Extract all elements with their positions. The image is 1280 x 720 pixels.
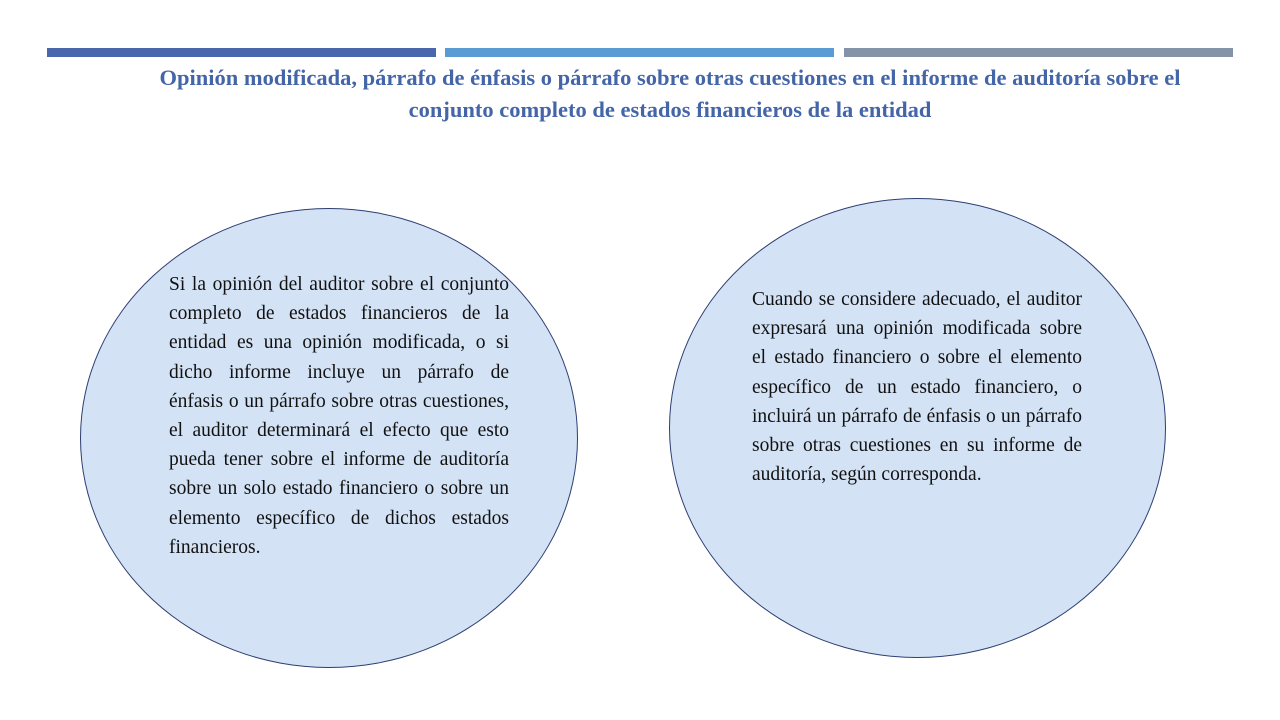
header-bar-2: [445, 48, 834, 57]
slide-title: Opinión modificada, párrafo de énfasis o párrafo sobre otras cuestiones en el informe de auditoría sobre el conjunto completo de estados financieros de la entidad: [159, 65, 1181, 122]
left-ellipse-text: Si la opinión del auditor sobre el conjunto completo de estados financieros de la entidad es una opinión modificada, o si dicho informe incluye un párrafo de énfasis o un párrafo sobre otras cuestiones, el auditor determinará el efecto que esto pueda tener sobre el informe de auditoría sobre un solo estado financiero o sobre un elemento específico de dichos estados financieros.: [169, 274, 509, 558]
right-ellipse-text: Cuando se considere adecuado, el auditor expresará una opinión modificada sobre el estado financiero o sobre el elemento específico de un estado financiero, o incluirá un párrafo de énfasis o un párrafo sobre otras cuestiones en su informe de auditoría, según corresponda.: [752, 289, 1082, 486]
header-bar-3: [844, 48, 1233, 57]
header-bar-1: [47, 48, 436, 57]
